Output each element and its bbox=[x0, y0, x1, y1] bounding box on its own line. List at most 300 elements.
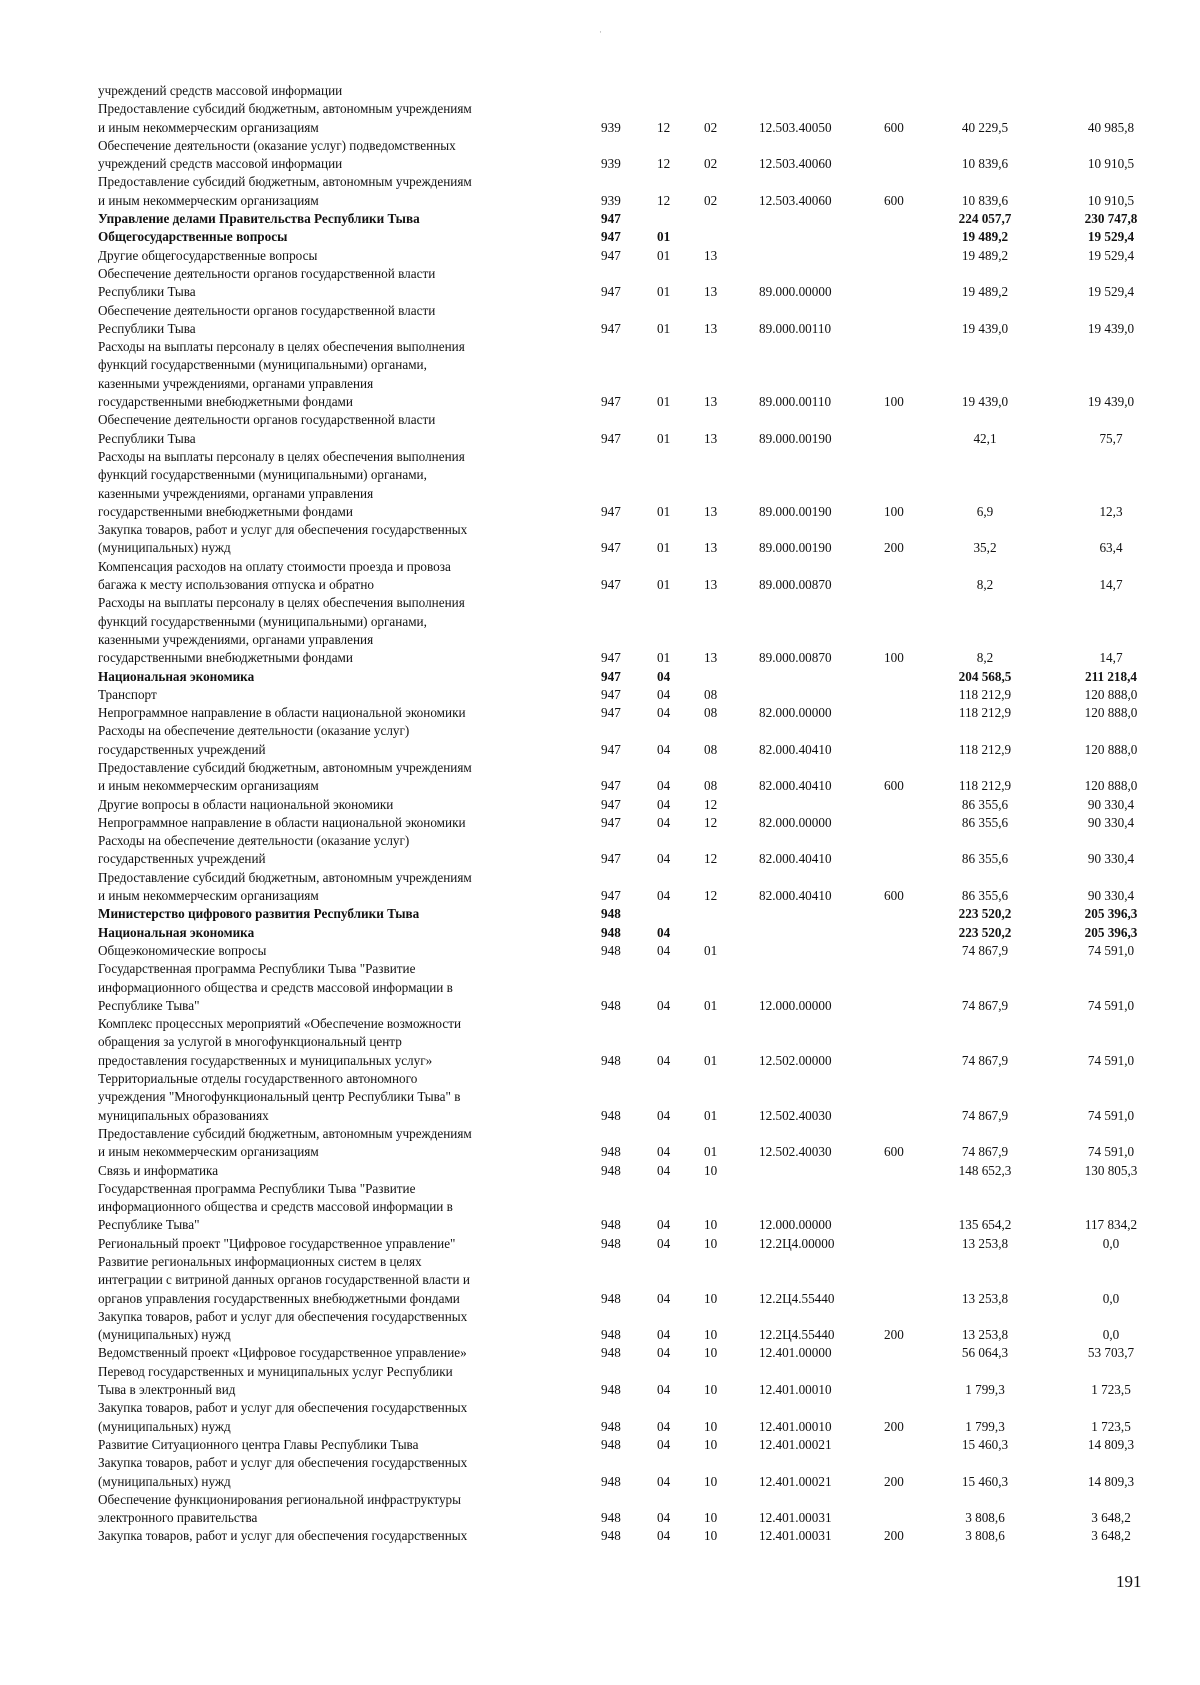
cell-sum-1: 86 355,6 bbox=[961, 796, 1009, 812]
cell-vr: 200 bbox=[884, 540, 904, 556]
cell-sum-1: 86 355,6 bbox=[961, 888, 1009, 904]
cell-vr: 600 bbox=[884, 119, 904, 135]
cell-gr: 947 bbox=[601, 284, 621, 300]
cell-sum-2: 90 330,4 bbox=[1087, 796, 1135, 812]
cell-vr: 100 bbox=[884, 503, 904, 519]
cell-cs: 12.000.00000 bbox=[759, 1217, 832, 1233]
table-row bbox=[0, 338, 1200, 411]
cell-rz: 01 bbox=[657, 247, 671, 263]
cell-pr: 10 bbox=[704, 1510, 718, 1526]
cell-sum-1: 74 867,9 bbox=[961, 1107, 1009, 1123]
cell-sum-1: 224 057,7 bbox=[958, 211, 1012, 227]
cell-name: Территориальные отделы государственного автономного учреждения "Многофункциональный центр Республики Тыва" в муниципальных образованиях bbox=[98, 1071, 461, 1123]
table-row bbox=[0, 265, 1200, 302]
cell-sum-2: 74 591,0 bbox=[1087, 997, 1135, 1013]
cell-pr: 10 bbox=[704, 1162, 718, 1178]
cell-name: Обеспечение деятельности органов государственной власти Республики Тыва bbox=[98, 412, 436, 446]
cell-gr: 947 bbox=[601, 211, 621, 227]
cell-vr: 600 bbox=[884, 192, 904, 208]
table-row bbox=[0, 1235, 1200, 1253]
cell-rz: 04 bbox=[657, 1290, 671, 1306]
cell-cs: 82.000.40410 bbox=[759, 778, 832, 794]
table-row bbox=[0, 1399, 1200, 1436]
cell-name: Государственная программа Республики Тыва "Развитие информационного общества и средств массовой информации в Республике Тыва" bbox=[98, 1180, 453, 1233]
cell-sum-1: 56 064,3 bbox=[961, 1345, 1009, 1361]
cell-sum-2: 117 834,2 bbox=[1084, 1217, 1138, 1233]
cell-rz: 01 bbox=[657, 503, 671, 519]
cell-cs: 89.000.00190 bbox=[759, 540, 832, 556]
table-row bbox=[0, 247, 1200, 265]
cell-name: Закупка товаров, работ и услуг для обеспечения государственных bbox=[98, 1528, 468, 1544]
cell-rz: 04 bbox=[657, 1052, 671, 1068]
cell-sum-2: 90 330,4 bbox=[1087, 888, 1135, 904]
cell-name: Закупка товаров, работ и услуг для обеспечения государственных (муниципальных) нужд bbox=[98, 1455, 468, 1489]
cell-gr: 947 bbox=[601, 814, 621, 830]
cell-cs: 12.503.40060 bbox=[759, 192, 832, 208]
cell-pr: 13 bbox=[704, 284, 718, 300]
table-row bbox=[0, 814, 1200, 832]
table-row bbox=[0, 1527, 1200, 1545]
cell-gr: 948 bbox=[601, 942, 621, 958]
cell-sum-1: 19 489,2 bbox=[961, 229, 1009, 245]
table-row bbox=[0, 1491, 1200, 1528]
cell-rz: 04 bbox=[657, 1327, 671, 1343]
cell-rz: 04 bbox=[657, 1436, 671, 1452]
cell-pr: 08 bbox=[704, 741, 718, 757]
cell-sum-1: 10 839,6 bbox=[961, 192, 1009, 208]
cell-pr: 01 bbox=[704, 997, 718, 1013]
cell-gr: 947 bbox=[601, 686, 621, 702]
cell-sum-1: 8,2 bbox=[976, 577, 994, 593]
cell-name: Ведомственный проект «Цифровое государственное управление» bbox=[98, 1345, 467, 1361]
table-row bbox=[0, 228, 1200, 246]
cell-rz: 12 bbox=[657, 192, 671, 208]
cell-pr: 02 bbox=[704, 192, 718, 208]
cell-rz: 04 bbox=[657, 851, 671, 867]
cell-sum-2: 230 747,8 bbox=[1084, 211, 1138, 227]
cell-pr: 13 bbox=[704, 577, 718, 593]
cell-sum-1: 19 439,0 bbox=[961, 320, 1009, 336]
cell-name: Обеспечение деятельности органов государственной власти Республики Тыва bbox=[98, 302, 436, 336]
budget-table bbox=[0, 82, 1200, 1546]
cell-rz: 01 bbox=[657, 430, 671, 446]
table-row bbox=[0, 905, 1200, 923]
cell-sum-2: 211 218,4 bbox=[1084, 668, 1138, 684]
cell-rz: 01 bbox=[657, 229, 671, 245]
cell-name: Расходы на выплаты персоналу в целях обеспечения выполнения функций государственными (муниципальными) органами, казенными учреждениями, органами управления государственными внебюджетными фондами bbox=[98, 448, 465, 519]
cell-sum-1: 3 808,6 bbox=[965, 1528, 1005, 1544]
cell-name: Предоставление субсидий бюджетным, автономным учреждениям и иным некоммерческим организациям bbox=[98, 174, 472, 208]
cell-vr: 600 bbox=[884, 778, 904, 794]
cell-vr: 600 bbox=[884, 888, 904, 904]
cell-gr: 947 bbox=[601, 503, 621, 519]
cell-gr: 948 bbox=[601, 1235, 621, 1251]
cell-name: Другие общегосударственные вопросы bbox=[98, 247, 318, 263]
cell-cs: 12.401.00000 bbox=[759, 1345, 832, 1361]
cell-sum-2: 19 439,0 bbox=[1087, 394, 1135, 410]
cell-pr: 13 bbox=[704, 650, 718, 666]
cell-vr: 100 bbox=[884, 394, 904, 410]
cell-sum-2: 14 809,3 bbox=[1087, 1436, 1135, 1452]
cell-rz: 04 bbox=[657, 1382, 671, 1398]
cell-rz: 04 bbox=[657, 1107, 671, 1123]
cell-cs: 12.401.00031 bbox=[759, 1510, 832, 1526]
table-row bbox=[0, 100, 1200, 137]
cell-name: Расходы на обеспечение деятельности (оказание услуг) государственных учреждений bbox=[98, 833, 410, 867]
table-row bbox=[0, 924, 1200, 942]
cell-rz: 04 bbox=[657, 924, 671, 940]
cell-name: Государственная программа Республики Тыва "Развитие информационного общества и средств массовой информации в Республике Тыва" bbox=[98, 961, 453, 1013]
cell-gr: 948 bbox=[601, 1473, 621, 1489]
cell-gr: 947 bbox=[601, 796, 621, 812]
table-row bbox=[0, 1070, 1200, 1125]
table-row bbox=[0, 302, 1200, 339]
cell-gr: 947 bbox=[601, 394, 621, 410]
cell-cs: 12.401.00021 bbox=[759, 1436, 832, 1452]
cell-rz: 04 bbox=[657, 796, 671, 812]
cell-rz: 01 bbox=[657, 320, 671, 336]
cell-sum-1: 74 867,9 bbox=[961, 1052, 1009, 1068]
cell-name: Закупка товаров, работ и услуг для обеспечения государственных (муниципальных) нужд bbox=[98, 522, 468, 556]
cell-sum-2: 3 648,2 bbox=[1091, 1510, 1131, 1526]
cell-sum-2: 0,0 bbox=[1102, 1290, 1120, 1306]
cell-name: учреждений средств массовой информации bbox=[98, 83, 343, 98]
cell-gr: 947 bbox=[601, 741, 621, 757]
cell-rz: 01 bbox=[657, 650, 671, 666]
cell-name: Комплекс процессных мероприятий «Обеспечение возможности обращения за услугой в многофункциональный центр предоставления государственных и муниципальных услуг» bbox=[98, 1016, 462, 1068]
cell-gr: 948 bbox=[601, 1290, 621, 1306]
cell-gr: 948 bbox=[601, 1528, 621, 1544]
table-row bbox=[0, 832, 1200, 869]
table-row bbox=[0, 1454, 1200, 1491]
cell-name: Компенсация расходов на оплату стоимости проезда и провоза багажа к месту использования отпуска и обратно bbox=[98, 558, 451, 593]
cell-cs: 12.401.00010 bbox=[759, 1382, 832, 1398]
cell-sum-2: 19 529,4 bbox=[1087, 229, 1135, 245]
cell-pr: 12 bbox=[704, 851, 718, 867]
cell-rz: 04 bbox=[657, 705, 671, 721]
cell-pr: 02 bbox=[704, 156, 718, 172]
cell-cs: 12.2Ц4.00000 bbox=[759, 1235, 835, 1251]
cell-sum-2: 74 591,0 bbox=[1087, 1144, 1135, 1160]
cell-sum-1: 1 799,3 bbox=[965, 1418, 1005, 1434]
cell-name: Расходы на выплаты персоналу в целях обеспечения выполнения функций государственными (муниципальными) органами, казенными учреждениями, органами управления государственными внебюджетными фондами bbox=[98, 339, 465, 410]
cell-sum-2: 1 723,5 bbox=[1091, 1382, 1131, 1398]
cell-rz: 04 bbox=[657, 1510, 671, 1526]
cell-sum-1: 3 808,6 bbox=[965, 1510, 1005, 1526]
cell-vr: 200 bbox=[884, 1473, 904, 1489]
cell-pr: 12 bbox=[704, 814, 718, 830]
cell-sum-1: 13 253,8 bbox=[961, 1290, 1009, 1306]
cell-sum-2: 0,0 bbox=[1102, 1235, 1120, 1251]
cell-sum-1: 19 489,2 bbox=[961, 284, 1009, 300]
cell-gr: 947 bbox=[601, 540, 621, 556]
cell-name: Национальная экономика bbox=[98, 924, 255, 940]
cell-sum-2: 120 888,0 bbox=[1084, 705, 1138, 721]
cell-sum-1: 118 212,9 bbox=[958, 778, 1012, 794]
cell-pr: 13 bbox=[704, 394, 718, 410]
cell-cs: 89.000.00110 bbox=[759, 394, 832, 410]
cell-pr: 08 bbox=[704, 778, 718, 794]
cell-sum-2: 205 396,3 bbox=[1084, 906, 1138, 922]
cell-sum-2: 74 591,0 bbox=[1087, 1052, 1135, 1068]
cell-sum-1: 35,2 bbox=[973, 540, 997, 556]
cell-rz: 04 bbox=[657, 888, 671, 904]
cell-cs: 82.000.00000 bbox=[759, 705, 832, 721]
cell-cs: 89.000.00870 bbox=[759, 650, 832, 666]
cell-name: Развитие региональных информационных систем в целях интеграции с витриной данных органов государственной власти и органов управления государственных внебюджетными фондами bbox=[98, 1254, 470, 1306]
table-row bbox=[0, 668, 1200, 686]
cell-sum-2: 40 985,8 bbox=[1087, 119, 1135, 135]
cell-sum-1: 74 867,9 bbox=[961, 942, 1009, 958]
cell-sum-2: 75,7 bbox=[1099, 430, 1123, 446]
cell-name: Транспорт bbox=[98, 686, 157, 702]
cell-name: Управление делами Правительства Республики Тыва bbox=[98, 211, 420, 227]
cell-name: Национальная экономика bbox=[98, 668, 255, 684]
cell-sum-1: 223 520,2 bbox=[958, 924, 1012, 940]
cell-cs: 82.000.40410 bbox=[759, 851, 832, 867]
cell-cs: 89.000.00190 bbox=[759, 430, 832, 446]
table-row bbox=[0, 1344, 1200, 1362]
cell-rz: 01 bbox=[657, 540, 671, 556]
cell-gr: 948 bbox=[601, 1052, 621, 1068]
table-row bbox=[0, 686, 1200, 704]
cell-sum-2: 63,4 bbox=[1099, 540, 1123, 556]
cell-gr: 947 bbox=[601, 668, 621, 684]
table-row bbox=[0, 1363, 1200, 1400]
cell-gr: 948 bbox=[601, 906, 621, 922]
cell-pr: 10 bbox=[704, 1327, 718, 1343]
cell-gr: 947 bbox=[601, 229, 621, 245]
table-row bbox=[0, 448, 1200, 521]
cell-sum-2: 205 396,3 bbox=[1084, 924, 1138, 940]
cell-name: Общегосударственные вопросы bbox=[98, 229, 288, 245]
cell-name: Развитие Ситуационного центра Главы Республики Тыва bbox=[98, 1436, 419, 1452]
cell-pr: 02 bbox=[704, 119, 718, 135]
cell-gr: 947 bbox=[601, 247, 621, 263]
cell-sum-1: 13 253,8 bbox=[961, 1235, 1009, 1251]
cell-cs: 12.503.40060 bbox=[759, 156, 832, 172]
cell-rz: 04 bbox=[657, 942, 671, 958]
cell-sum-1: 118 212,9 bbox=[958, 686, 1012, 702]
scan-mark: · bbox=[599, 27, 602, 37]
page-number: 191 bbox=[1116, 1572, 1142, 1591]
cell-sum-1: 135 654,2 bbox=[958, 1217, 1012, 1233]
cell-cs: 12.000.00000 bbox=[759, 997, 832, 1013]
cell-pr: 01 bbox=[704, 1052, 718, 1068]
cell-vr: 200 bbox=[884, 1418, 904, 1434]
table-row bbox=[0, 722, 1200, 759]
table-row bbox=[0, 137, 1200, 174]
table-row bbox=[0, 942, 1200, 960]
cell-rz: 04 bbox=[657, 814, 671, 830]
cell-sum-1: 15 460,3 bbox=[961, 1473, 1009, 1489]
cell-pr: 13 bbox=[704, 503, 718, 519]
cell-name: Закупка товаров, работ и услуг для обеспечения государственных (муниципальных) нужд bbox=[98, 1308, 468, 1343]
cell-name: Обеспечение деятельности органов государственной власти Республики Тыва bbox=[98, 265, 436, 300]
cell-sum-2: 10 910,5 bbox=[1087, 156, 1135, 172]
cell-sum-1: 223 520,2 bbox=[958, 906, 1012, 922]
cell-name: Закупка товаров, работ и услуг для обеспечения государственных (муниципальных) нужд bbox=[98, 1400, 468, 1434]
cell-gr: 947 bbox=[601, 577, 621, 593]
cell-cs: 89.000.00870 bbox=[759, 577, 832, 593]
cell-sum-1: 10 839,6 bbox=[961, 156, 1009, 172]
table-row bbox=[0, 1162, 1200, 1180]
cell-rz: 12 bbox=[657, 156, 671, 172]
cell-vr: 200 bbox=[884, 1327, 904, 1343]
cell-sum-1: 15 460,3 bbox=[961, 1436, 1009, 1452]
table-row bbox=[0, 1125, 1200, 1162]
cell-pr: 13 bbox=[704, 247, 718, 263]
cell-cs: 89.000.00000 bbox=[759, 284, 832, 300]
cell-pr: 10 bbox=[704, 1473, 718, 1489]
cell-vr: 600 bbox=[884, 1144, 904, 1160]
table-row bbox=[0, 1253, 1200, 1308]
cell-pr: 08 bbox=[704, 686, 718, 702]
cell-name: Предоставление субсидий бюджетным, автономным учреждениям и иным некоммерческим организациям bbox=[98, 1125, 472, 1160]
table-row bbox=[0, 759, 1200, 796]
cell-gr: 948 bbox=[601, 1107, 621, 1123]
cell-gr: 948 bbox=[601, 1510, 621, 1526]
cell-rz: 04 bbox=[657, 997, 671, 1013]
cell-cs: 12.502.40030 bbox=[759, 1144, 832, 1160]
cell-gr: 947 bbox=[601, 851, 621, 867]
cell-name: Министерство цифрового развития Республики Тыва bbox=[98, 906, 420, 922]
cell-name: Другие вопросы в области национальной экономики bbox=[98, 796, 394, 812]
cell-cs: 12.2Ц4.55440 bbox=[759, 1290, 835, 1306]
cell-sum-1: 13 253,8 bbox=[961, 1327, 1009, 1343]
cell-pr: 13 bbox=[704, 320, 718, 336]
cell-rz: 01 bbox=[657, 394, 671, 410]
cell-name: Общеэкономические вопросы bbox=[98, 942, 267, 958]
cell-sum-1: 86 355,6 bbox=[961, 851, 1009, 867]
cell-name: Непрограммное направление в области национальной экономики bbox=[98, 814, 466, 830]
cell-rz: 04 bbox=[657, 1473, 671, 1489]
cell-cs: 12.502.40030 bbox=[759, 1107, 832, 1123]
cell-cs: 12.401.00021 bbox=[759, 1473, 832, 1489]
cell-name: Расходы на выплаты персоналу в целях обеспечения выполнения функций государственными (муниципальными) органами, казенными учреждениями, органами управления государственными внебюджетными фондами bbox=[98, 595, 465, 666]
table-row bbox=[0, 521, 1200, 558]
table-row bbox=[0, 411, 1200, 448]
cell-sum-1: 86 355,6 bbox=[961, 814, 1009, 830]
cell-sum-1: 148 652,3 bbox=[958, 1162, 1012, 1178]
table-row bbox=[0, 82, 1200, 100]
cell-sum-2: 14,7 bbox=[1099, 650, 1123, 666]
cell-sum-1: 204 568,5 bbox=[958, 668, 1012, 684]
table-row bbox=[0, 869, 1200, 906]
cell-cs: 12.401.00010 bbox=[759, 1418, 832, 1434]
cell-sum-2: 90 330,4 bbox=[1087, 851, 1135, 867]
table-row bbox=[0, 210, 1200, 228]
cell-sum-2: 120 888,0 bbox=[1084, 778, 1138, 794]
cell-name: Расходы на обеспечение деятельности (оказание услуг) государственных учреждений bbox=[98, 723, 410, 757]
cell-rz: 04 bbox=[657, 1528, 671, 1544]
cell-name: Связь и информатика bbox=[98, 1162, 219, 1178]
cell-name: Непрограммное направление в области национальной экономики bbox=[98, 705, 466, 721]
cell-sum-1: 42,1 bbox=[973, 430, 997, 446]
cell-cs: 89.000.00110 bbox=[759, 320, 832, 336]
table-row bbox=[0, 1015, 1200, 1070]
cell-cs: 12.2Ц4.55440 bbox=[759, 1327, 835, 1343]
cell-sum-1: 118 212,9 bbox=[958, 741, 1012, 757]
cell-name: Обеспечение деятельности (оказание услуг) подведомственных учреждений средств массовой информации bbox=[98, 137, 456, 172]
cell-pr: 10 bbox=[704, 1345, 718, 1361]
cell-rz: 04 bbox=[657, 668, 671, 684]
cell-sum-2: 3 648,2 bbox=[1091, 1528, 1131, 1544]
cell-sum-2: 14 809,3 bbox=[1087, 1473, 1135, 1489]
cell-gr: 948 bbox=[601, 1327, 621, 1343]
cell-sum-2: 1 723,5 bbox=[1091, 1418, 1131, 1434]
cell-sum-2: 14,7 bbox=[1099, 577, 1123, 593]
cell-name: Предоставление субсидий бюджетным, автономным учреждениям и иным некоммерческим организациям bbox=[98, 759, 472, 794]
cell-gr: 947 bbox=[601, 705, 621, 721]
cell-pr: 10 bbox=[704, 1382, 718, 1398]
cell-sum-2: 53 703,7 bbox=[1087, 1345, 1135, 1361]
cell-pr: 10 bbox=[704, 1290, 718, 1306]
table-row bbox=[0, 558, 1200, 595]
cell-rz: 12 bbox=[657, 119, 671, 135]
cell-rz: 04 bbox=[657, 1217, 671, 1233]
cell-pr: 08 bbox=[704, 705, 718, 721]
cell-name: Региональный проект "Цифровое государственное управление" bbox=[98, 1235, 456, 1251]
table-row bbox=[0, 594, 1200, 667]
table-row bbox=[0, 173, 1200, 210]
cell-pr: 01 bbox=[704, 942, 718, 958]
cell-pr: 10 bbox=[704, 1418, 718, 1434]
cell-rz: 04 bbox=[657, 741, 671, 757]
cell-sum-2: 74 591,0 bbox=[1087, 1107, 1135, 1123]
cell-gr: 948 bbox=[601, 1144, 621, 1160]
cell-gr: 939 bbox=[601, 119, 621, 135]
table-row bbox=[0, 704, 1200, 722]
cell-sum-2: 74 591,0 bbox=[1087, 942, 1135, 958]
cell-gr: 948 bbox=[601, 1217, 621, 1233]
cell-sum-2: 19 529,4 bbox=[1087, 284, 1135, 300]
cell-sum-1: 6,9 bbox=[976, 503, 994, 519]
table-row bbox=[0, 1180, 1200, 1235]
cell-gr: 947 bbox=[601, 320, 621, 336]
cell-sum-1: 19 439,0 bbox=[961, 394, 1009, 410]
cell-gr: 948 bbox=[601, 1345, 621, 1361]
cell-gr: 947 bbox=[601, 650, 621, 666]
cell-pr: 10 bbox=[704, 1436, 718, 1452]
cell-name: Перевод государственных и муниципальных услуг Республики Тыва в электронный вид bbox=[98, 1363, 453, 1398]
cell-sum-1: 118 212,9 bbox=[958, 705, 1012, 721]
cell-gr: 939 bbox=[601, 192, 621, 208]
cell-pr: 13 bbox=[704, 430, 718, 446]
cell-sum-2: 90 330,4 bbox=[1087, 814, 1135, 830]
cell-cs: 82.000.40410 bbox=[759, 741, 832, 757]
table-row bbox=[0, 960, 1200, 1015]
cell-rz: 04 bbox=[657, 1162, 671, 1178]
cell-cs: 12.401.00031 bbox=[759, 1528, 832, 1544]
cell-gr: 939 bbox=[601, 156, 621, 172]
cell-cs: 82.000.00000 bbox=[759, 814, 832, 830]
cell-pr: 10 bbox=[704, 1528, 718, 1544]
cell-sum-2: 130 805,3 bbox=[1084, 1162, 1138, 1178]
cell-sum-2: 120 888,0 bbox=[1084, 741, 1138, 757]
table-row bbox=[0, 796, 1200, 814]
cell-vr: 200 bbox=[884, 1528, 904, 1544]
cell-gr: 947 bbox=[601, 888, 621, 904]
cell-gr: 948 bbox=[601, 1382, 621, 1398]
cell-cs: 12.502.00000 bbox=[759, 1052, 832, 1068]
table-row bbox=[0, 1308, 1200, 1345]
cell-rz: 04 bbox=[657, 1144, 671, 1160]
cell-cs: 82.000.40410 bbox=[759, 888, 832, 904]
cell-name: Предоставление субсидий бюджетным, автономным учреждениям и иным некоммерческим организациям bbox=[98, 869, 472, 904]
cell-sum-1: 1 799,3 bbox=[965, 1382, 1005, 1398]
cell-sum-2: 120 888,0 bbox=[1084, 686, 1138, 702]
